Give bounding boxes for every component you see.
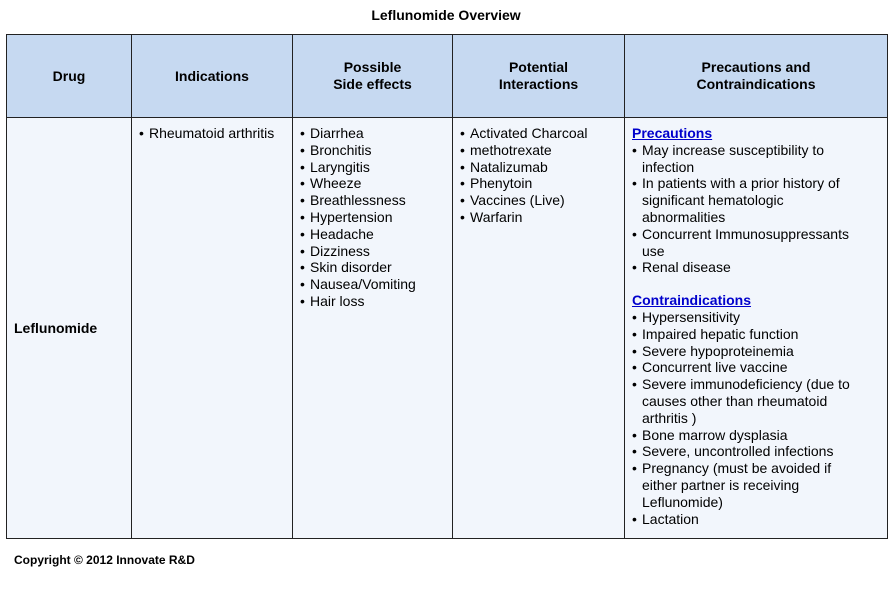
list-item: • Breathlessness	[293, 192, 452, 209]
list-item: • Skin disorder	[293, 259, 452, 276]
header-precautions	[625, 35, 888, 118]
header-drug	[7, 35, 132, 118]
side-effects-cell	[293, 118, 453, 539]
list-item: • Warfarin	[453, 209, 624, 226]
list-item: • Severe, uncontrolled infections	[632, 443, 887, 460]
list-item: • Dizziness	[293, 243, 452, 260]
header-precautions-line2: Contraindications	[696, 76, 816, 92]
contraindications-heading[interactable]: Contraindications	[632, 292, 752, 309]
list-item: • Pregnancy (must be avoided if either partner is receiving Leflunomide)	[632, 460, 887, 510]
list-item: • Severe hypoproteinemia	[632, 343, 887, 360]
precautions-cell	[625, 118, 888, 539]
interactions-cell	[453, 118, 625, 539]
list-item: • Lactation	[632, 511, 887, 528]
leflunomide-table	[6, 34, 888, 539]
list-item: • methotrexate	[453, 142, 624, 159]
header-side-effects-line1: Possible	[343, 59, 402, 75]
list-item: • Concurrent live vaccine	[632, 359, 887, 376]
list-item: • Headache	[293, 226, 452, 243]
list-item: • May increase susceptibility to infection	[632, 142, 887, 176]
list-item: • Impaired hepatic function	[632, 326, 887, 343]
header-interactions-line1: Potential	[508, 59, 569, 75]
list-item: • Activated Charcoal	[453, 125, 624, 142]
list-item: • Concurrent Immunosuppressants use	[632, 226, 887, 260]
list-item: • Diarrhea	[293, 125, 452, 142]
list-item: • Rheumatoid arthritis	[132, 125, 292, 142]
page-title: Leflunomide Overview	[371, 7, 521, 23]
side-effects-list	[293, 118, 452, 310]
list-item: • Wheeze	[293, 175, 452, 192]
list-item: • Hypersensitivity	[632, 309, 887, 326]
precautions-heading[interactable]: Precautions	[632, 125, 713, 141]
table-row	[7, 118, 888, 539]
header-indications-label: Indications	[175, 67, 249, 84]
list-item: • Hypertension	[293, 209, 452, 226]
header-side-effects	[293, 35, 453, 118]
interactions-list	[453, 118, 624, 226]
indications-cell	[132, 118, 293, 539]
list-item: • Nausea/Vomiting	[293, 276, 452, 293]
list-item: • Vaccines (Live)	[453, 192, 624, 209]
header-precautions-line1: Precautions and	[701, 59, 811, 75]
list-item: • Bone marrow dysplasia	[632, 427, 887, 444]
list-item: • Hair loss	[293, 293, 452, 310]
header-side-effects-line2: Side effects	[333, 76, 412, 92]
list-item: • Renal disease	[632, 259, 887, 276]
list-item: • Phenytoin	[453, 175, 624, 192]
list-item: • Natalizumab	[453, 159, 624, 176]
drug-name: Leflunomide	[14, 319, 98, 336]
header-indications	[132, 35, 293, 118]
contraindications-list	[632, 309, 887, 527]
header-interactions-line2: Interactions	[498, 76, 579, 92]
header-drug-label: Drug	[52, 67, 86, 84]
header-interactions	[453, 35, 625, 118]
header-row	[7, 35, 888, 118]
list-item: • Bronchitis	[293, 142, 452, 159]
list-item: • Laryngitis	[293, 159, 452, 176]
drug-cell	[7, 118, 132, 539]
indications-list	[132, 118, 292, 142]
list-item: • In patients with a prior history of significant hematologic abnormalities	[632, 175, 887, 225]
precautions-list	[632, 142, 887, 276]
list-item: • Severe immunodeficiency (due to causes other than rheumatoid arthritis )	[632, 376, 887, 426]
copyright-notice: Copyright © 2012 Innovate R&D	[14, 553, 195, 567]
